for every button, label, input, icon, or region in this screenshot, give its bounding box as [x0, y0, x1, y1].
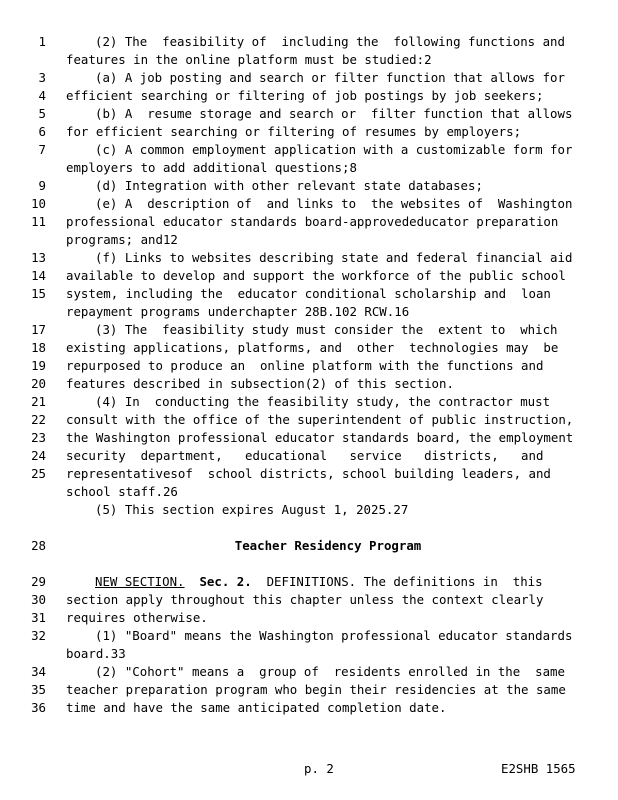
line-text: (f) Links to websites describing state and federal financial aid — [95, 250, 573, 265]
line-number: 3 — [38, 70, 46, 85]
line-number: 22 — [31, 412, 46, 427]
document-line — [0, 123, 618, 141]
line-text: board.33 — [66, 646, 126, 661]
document-line — [0, 501, 618, 519]
document-line — [0, 339, 618, 357]
document-line — [0, 663, 618, 681]
line-text: security department, educational service districts, and — [66, 448, 544, 463]
line-number: 5 — [38, 106, 46, 121]
document-line — [0, 195, 618, 213]
document-line — [0, 375, 618, 393]
line-number: 30 — [31, 592, 46, 607]
bill-number: E2SHB 1565 — [501, 761, 576, 776]
document-line — [0, 177, 618, 195]
line-text: school staff.26 — [66, 484, 178, 499]
line-text: available to develop and support the workforce of the public school — [66, 268, 566, 283]
line-number: 18 — [31, 340, 46, 355]
document-line — [0, 483, 618, 501]
line-text: (2) "Cohort" means a group of residents enrolled in the same — [95, 664, 565, 679]
line-text: (4) In conducting the feasibility study, the contractor must — [95, 394, 551, 409]
line-number: 17 — [31, 322, 46, 337]
document-line — [0, 213, 618, 231]
document-line — [0, 33, 618, 51]
document-line — [0, 267, 618, 285]
line-number: 21 — [31, 394, 46, 409]
line-text: teacher preparation program who begin their residencies at the same — [66, 682, 566, 697]
line-text: features described in subsection(2) of this section. — [66, 376, 454, 391]
document-line — [0, 645, 618, 663]
document-line — [0, 393, 618, 411]
line-text: representativesof school districts, school building leaders, and — [66, 466, 551, 481]
line-text: (5) This section expires August 1, 2025.27 — [95, 502, 409, 517]
section-number-label: Sec. 2. — [199, 574, 252, 589]
document-line — [0, 627, 618, 645]
line-text: features in the online platform must be studied:2 — [66, 52, 432, 67]
line-text: employers to add additional questions;8 — [66, 160, 357, 175]
line-text: (1) "Board" means the Washington professional educator standards — [95, 628, 573, 643]
section-heading — [0, 537, 618, 555]
line-number: 1 — [38, 34, 46, 49]
line-text: the Washington professional educator standards board, the employment — [66, 430, 574, 445]
line-number: 29 — [31, 574, 46, 589]
line-number: 28 — [31, 538, 46, 553]
line-text: existing applications, platforms, and other technologies may be — [66, 340, 559, 355]
line-text: professional educator standards board-approvededucator preparation — [66, 214, 559, 229]
line-text: section apply throughout this chapter unless the context clearly — [66, 592, 544, 607]
line-text: (a) A job posting and search or filter function that allows for — [95, 70, 565, 85]
document-line — [0, 681, 618, 699]
line-number: 25 — [31, 466, 46, 481]
line-number: 13 — [31, 250, 46, 265]
line-number: 10 — [31, 196, 46, 211]
line-number: 36 — [31, 700, 46, 715]
line-text: (3) The feasibility study must consider the extent to which — [95, 322, 558, 337]
document-line — [0, 465, 618, 483]
line-text: system, including the educator conditional scholarship and loan — [66, 286, 551, 301]
line-text: (2) The feasibility of including the following functions and — [95, 34, 565, 49]
document-line — [0, 321, 618, 339]
line-text: (c) A common employment application with a customizable form for — [95, 142, 573, 157]
document-line — [0, 303, 618, 321]
document-line — [0, 105, 618, 123]
line-number: 19 — [31, 358, 46, 373]
document-line — [0, 357, 618, 375]
page-number: p. 2 — [304, 761, 334, 776]
document-line — [0, 411, 618, 429]
line-text: (d) Integration with other relevant state databases; — [95, 178, 483, 193]
line-text: programs; and12 — [66, 232, 178, 247]
line-text: requires otherwise. — [66, 610, 208, 625]
document-line — [0, 429, 618, 447]
line-text: efficient searching or filtering of job postings by job seekers; — [66, 88, 544, 103]
document-line — [0, 591, 618, 609]
line-number: 15 — [31, 286, 46, 301]
line-text: repurposed to produce an online platform with the functions and — [66, 358, 544, 373]
line-text: for efficient searching or filtering of resumes by employers; — [66, 124, 522, 139]
line-text: time and have the same anticipated completion date. — [66, 700, 447, 715]
line-text: (b) A resume storage and search or filter function that allows — [95, 106, 573, 121]
line-text: repayment programs underchapter 28B.102 RCW.16 — [66, 304, 410, 319]
document-line — [0, 285, 618, 303]
line-number: 11 — [31, 214, 46, 229]
document-line — [0, 51, 618, 69]
line-number: 34 — [31, 664, 46, 679]
line-number: 20 — [31, 376, 46, 391]
document-line — [0, 141, 618, 159]
line-number: 6 — [38, 124, 46, 139]
document-line — [0, 231, 618, 249]
line-text: consult with the office of the superintendent of public instruction, — [66, 412, 574, 427]
line-number: 31 — [31, 610, 46, 625]
document-line — [0, 249, 618, 267]
line-number: 7 — [38, 142, 46, 157]
line-number: 23 — [31, 430, 46, 445]
document-line — [0, 87, 618, 105]
line-number: 32 — [31, 628, 46, 643]
document-line — [0, 159, 618, 177]
line-number: 14 — [31, 268, 46, 283]
line-number: 9 — [38, 178, 46, 193]
line-number: 24 — [31, 448, 46, 463]
document-line — [0, 69, 618, 87]
new-section-label: NEW SECTION. — [95, 574, 185, 589]
section-title-text: DEFINITIONS. The definitions in this — [266, 574, 543, 589]
document-line — [0, 609, 618, 627]
heading-text: Teacher Residency Program — [234, 538, 422, 553]
line-number: 4 — [38, 88, 46, 103]
new-section-line — [0, 573, 618, 591]
line-number: 35 — [31, 682, 46, 697]
line-text — [95, 573, 608, 591]
document-line — [0, 447, 618, 465]
document-line — [0, 699, 618, 717]
line-text: (e) A description of and links to the websites of Washington — [95, 196, 573, 211]
